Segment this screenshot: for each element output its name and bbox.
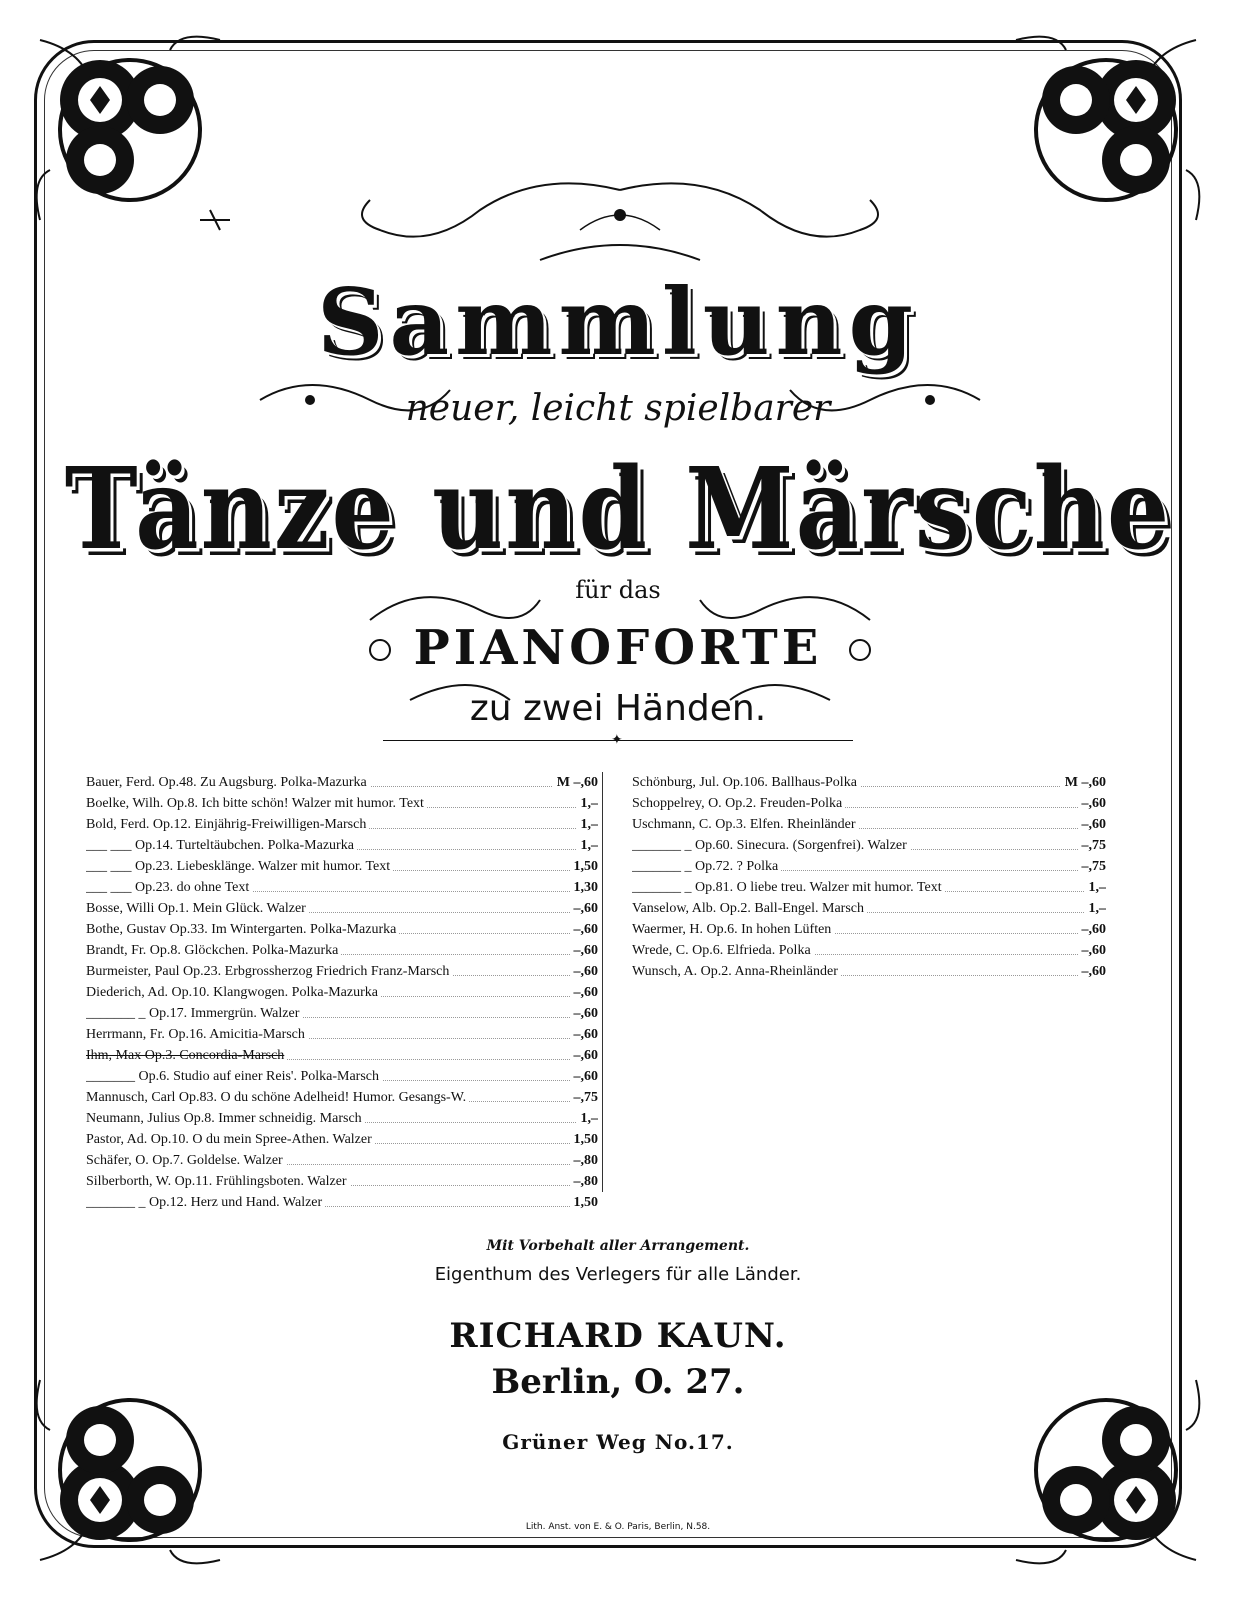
publisher-name: RICHARD KAUN. [449, 1316, 787, 1356]
lithographer-credit: Lith. Anst. von E. & O. Paris, Berlin, N.58. [525, 1522, 711, 1532]
catalog-row: ___ ___ Op.23. Liebesklänge. Walzer mit humor. Text 1,50 [86, 856, 598, 877]
catalog-row: Neumann, Julius Op.8. Immer schneidig. Marsch 1,– [86, 1108, 598, 1129]
top-scroll-flourish [340, 170, 900, 280]
catalog-row: _______ _ Op.17. Immergrün. Walzer –,60 [86, 1003, 598, 1024]
subtitle-neuer-leicht-spielbarer: neuer, leicht spielbarer [405, 388, 831, 429]
catalog-row: Burmeister, Paul Op.23. Erbgrossherzog Friedrich Franz-Marsch –,60 [86, 961, 598, 982]
catalog-column-divider [602, 772, 603, 1192]
catalog-row: ___ ___ Op.23. do ohne Text 1,30 [86, 877, 598, 898]
catalog-row: Mannusch, Carl Op.83. O du schöne Adelheid! Humor. Gesangs-W. –,75 [86, 1087, 598, 1108]
catalog-row: Wunsch, A. Op.2. Anna-Rheinländer –,60 [632, 961, 1106, 982]
catalog-row: Herrmann, Fr. Op.16. Amicitia-Marsch –,60 [86, 1024, 598, 1045]
corner-ornament-top-right [996, 20, 1216, 240]
publisher-city: Berlin, O. 27. [491, 1362, 745, 1402]
catalog-row: Wrede, C. Op.6. Elfrieda. Polka –,60 [632, 940, 1106, 961]
title-pianoforte: PIANOFORTE [413, 620, 823, 676]
catalog-row: _______ _ Op.72. ? Polka –,75 [632, 856, 1106, 877]
catalog-row: Schäfer, O. Op.7. Goldelse. Walzer –,80 [86, 1150, 598, 1171]
catalog-row: Silberborth, W. Op.11. Frühlingsboten. Walzer –,80 [86, 1171, 598, 1192]
catalog-row: Pastor, Ad. Op.10. O du mein Spree-Athen. Walzer 1,50 [86, 1129, 598, 1150]
reservation-note: Mit Vorbehalt aller Arrangement. [486, 1238, 750, 1254]
catalog-row: Bothe, Gustav Op.33. Im Wintergarten. Polka-Mazurka –,60 [86, 919, 598, 940]
ownership-note: Eigenthum des Verlegers für alle Länder. [434, 1264, 802, 1285]
catalog-row: Uschmann, C. Op.3. Elfen. Rheinländer –,60 [632, 814, 1106, 835]
catalog-row: Vanselow, Alb. Op.2. Ball-Engel. Marsch 1,– [632, 898, 1106, 919]
catalog-right-column [632, 772, 1106, 982]
catalog-row: ___ ___ Op.14. Turteltäubchen. Polka-Mazurka 1,– [86, 835, 598, 856]
title-tanze-und-marsche: Tänze und Märsche [64, 443, 1172, 576]
catalog-row: Schoppelrey, O. Op.2. Freuden-Polka –,60 [632, 793, 1106, 814]
catalog-row: Boelke, Wilh. Op.8. Ich bitte schön! Walzer mit humor. Text 1,– [86, 793, 598, 814]
catalog-row: Ihm, Max Op.3. Concordia-Marsch –,60 [86, 1045, 598, 1066]
publisher-street: Grüner Weg No.17. [502, 1430, 734, 1454]
catalog-left-column [86, 772, 598, 1213]
subtitle-zu-zwei-handen: zu zwei Händen. [469, 688, 767, 729]
divider-star-icon: ✦ [611, 732, 623, 748]
catalog-row: Bosse, Willi Op.1. Mein Glück. Walzer –,60 [86, 898, 598, 919]
catalog-row: _______ _ Op.12. Herz und Hand. Walzer 1,50 [86, 1192, 598, 1213]
catalog-row: _______ _ Op.60. Sinecura. (Sorgenfrei). Walzer –,75 [632, 835, 1106, 856]
catalog-row: Bold, Ferd. Op.12. Einjährig-Freiwilligen-Marsch 1,– [86, 814, 598, 835]
catalog-row: Schönburg, Jul. Op.106. Ballhaus-Polka M –,60 [632, 772, 1106, 793]
catalog-row: _______ _ Op.81. O liebe treu. Walzer mit humor. Text 1,– [632, 877, 1106, 898]
catalog-row: Brandt, Fr. Op.8. Glöckchen. Polka-Mazurka –,60 [86, 940, 598, 961]
title-sammlung: Sammlung [317, 268, 919, 376]
catalog-row: Diederich, Ad. Op.10. Klangwogen. Polka-Mazurka –,60 [86, 982, 598, 1003]
catalog-row: Bauer, Ferd. Op.48. Zu Augsburg. Polka-Mazurka M –,60 [86, 772, 598, 793]
catalog-row: _______ Op.6. Studio auf einer Reis'. Polka-Marsch –,60 [86, 1066, 598, 1087]
subtitle-fur-das: für das [575, 576, 661, 604]
catalog-row: Waermer, H. Op.6. In hohen Lüften –,60 [632, 919, 1106, 940]
corner-ornament-top-left [20, 20, 240, 240]
